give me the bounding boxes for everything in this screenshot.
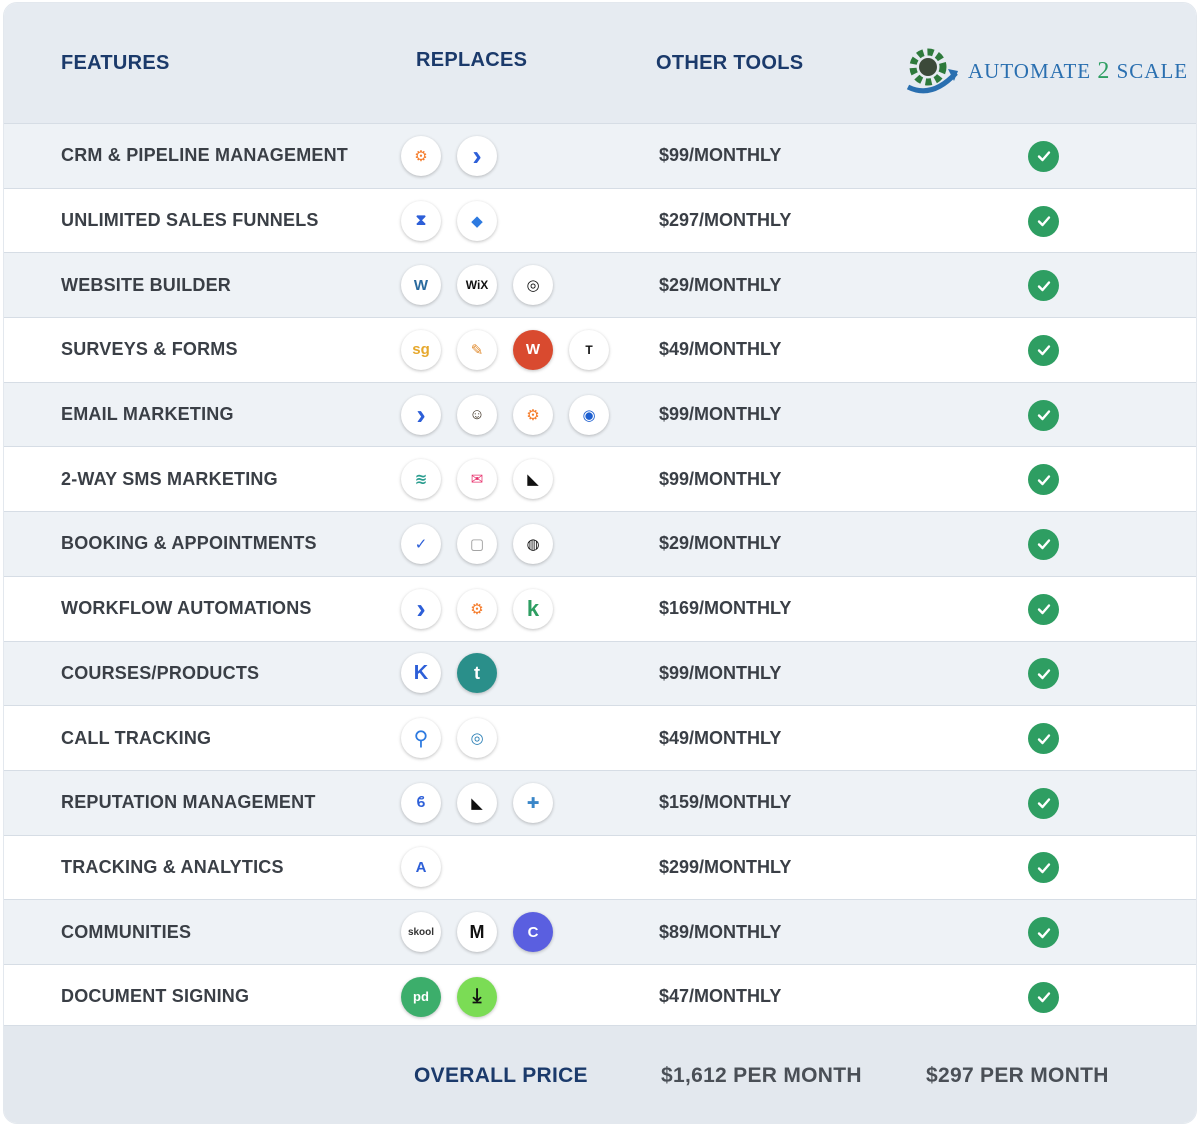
feature-name: EMAIL MARKETING: [61, 404, 234, 425]
replaced-tool-icons: [401, 447, 553, 511]
wufoo-icon: W: [513, 330, 553, 370]
included-check-icon: [1028, 917, 1059, 948]
other-tools-price: $159/MONTHLY: [659, 792, 792, 813]
column-header-features: FEATURES: [61, 51, 170, 74]
included-check-icon: [1028, 141, 1059, 172]
hubspot-icon: ⚙: [457, 589, 497, 629]
calendly-icon: ✓: [401, 524, 441, 564]
other-tools-price: $99/MONTHLY: [659, 404, 782, 425]
feature-name: UNLIMITED SALES FUNNELS: [61, 210, 319, 231]
feature-rows: [4, 123, 1196, 1029]
other-tools-price: $99/MONTHLY: [659, 468, 782, 489]
replaced-tool-icons: [401, 124, 497, 188]
callrail-icon: ⚲: [401, 718, 441, 758]
replaced-tool-icons: [401, 383, 609, 447]
other-tools-price: $297/MONTHLY: [659, 210, 792, 231]
podium-icon: ◣: [457, 783, 497, 823]
pricing-comparison-table: [3, 2, 1197, 1124]
table-row: [4, 446, 1196, 511]
feature-name: WEBSITE BUILDER: [61, 274, 232, 295]
automate2scale-total: $297 PER MONTH: [926, 1063, 1109, 1087]
feature-name: REPUTATION MANAGEMENT: [61, 792, 316, 813]
replaced-tool-icons: [401, 900, 553, 964]
constant-contact-icon: ◉: [569, 395, 609, 435]
table-header: [4, 3, 1196, 123]
included-check-icon: [1028, 400, 1059, 431]
surveygizmo-icon: sg: [401, 330, 441, 370]
table-row: [4, 964, 1196, 1029]
pandadoc-icon: pd: [401, 977, 441, 1017]
teachable-icon: t: [457, 653, 497, 693]
other-tools-price: $89/MONTHLY: [659, 921, 782, 942]
included-check-icon: [1028, 982, 1059, 1013]
clickfunnels-icon: ⧗: [401, 201, 441, 241]
kajabi-icon: K: [401, 653, 441, 693]
included-check-icon: [1028, 658, 1059, 689]
column-header-replaces: REPLACES: [416, 48, 528, 71]
podium-icon: ◣: [513, 459, 553, 499]
table-row: [4, 835, 1196, 900]
other-tools-price: $29/MONTHLY: [659, 274, 782, 295]
typeform-icon: T: [569, 330, 609, 370]
replaced-tool-icons: [401, 512, 553, 576]
feature-name: DOCUMENT SIGNING: [61, 986, 250, 1007]
envelope-icon: ✉: [457, 459, 497, 499]
other-tools-price: $49/MONTHLY: [659, 727, 782, 748]
hubspot-icon: ⚙: [513, 395, 553, 435]
hubspot-icon: ⚙: [401, 136, 441, 176]
wave-icon: ≋: [401, 459, 441, 499]
wordpress-icon: W: [401, 265, 441, 305]
feature-name: COURSES/PRODUCTS: [61, 662, 260, 683]
download-icon: ⤓: [457, 977, 497, 1017]
activecampaign-icon: ›: [401, 395, 441, 435]
feature-name: COMMUNITIES: [61, 921, 192, 942]
gear-logo-icon: [904, 43, 960, 99]
feature-name: BOOKING & APPOINTMENTS: [61, 533, 317, 554]
feature-name: SURVEYS & FORMS: [61, 339, 238, 360]
replaced-tool-icons: [401, 965, 497, 1029]
keap-icon: k: [513, 589, 553, 629]
included-check-icon: [1028, 270, 1059, 301]
table-row: [4, 511, 1196, 576]
brand-name: AUTOMATE 2 SCALE: [968, 57, 1189, 84]
other-tools-price: $169/MONTHLY: [659, 598, 792, 619]
layers-icon: ◆: [457, 201, 497, 241]
callfire-icon: ◎: [457, 718, 497, 758]
included-check-icon: [1028, 206, 1059, 237]
replaced-tool-icons: [401, 189, 497, 253]
analytics-icon: A: [401, 847, 441, 887]
other-tools-price: $99/MONTHLY: [659, 662, 782, 683]
jotform-icon: ✎: [457, 330, 497, 370]
included-check-icon: [1028, 335, 1059, 366]
replaced-tool-icons: [401, 318, 609, 382]
included-check-icon: [1028, 594, 1059, 625]
table-row: [4, 317, 1196, 382]
table-row: [4, 382, 1196, 447]
feature-name: CRM & PIPELINE MANAGEMENT: [61, 145, 349, 166]
other-tools-price: $299/MONTHLY: [659, 856, 792, 877]
overall-price-label: OVERALL PRICE: [414, 1063, 588, 1087]
feature-name: WORKFLOW AUTOMATIONS: [61, 598, 312, 619]
replaced-tool-icons: [401, 836, 441, 900]
table-footer: [4, 1025, 1196, 1124]
other-tools-price: $49/MONTHLY: [659, 339, 782, 360]
table-row: [4, 252, 1196, 317]
skool-icon: skool: [401, 912, 441, 952]
activecampaign-icon: ›: [401, 589, 441, 629]
feature-name: CALL TRACKING: [61, 727, 212, 748]
replaced-tool-icons: [401, 642, 497, 706]
column-header-other-tools: OTHER TOOLS: [656, 51, 804, 74]
table-row: [4, 576, 1196, 641]
circle-icon: C: [513, 912, 553, 952]
mighty-networks-icon: M: [457, 912, 497, 952]
table-row: [4, 641, 1196, 706]
included-check-icon: [1028, 788, 1059, 819]
automate2scale-logo: [904, 43, 1188, 99]
table-row: [4, 899, 1196, 964]
birdeye-icon: ϐ: [401, 783, 441, 823]
table-row: [4, 188, 1196, 253]
squarespace-icon: ◎: [513, 265, 553, 305]
other-tools-price: $99/MONTHLY: [659, 145, 782, 166]
table-row: [4, 123, 1196, 188]
wix-icon: WiX: [457, 265, 497, 305]
table-row: [4, 770, 1196, 835]
replaced-tool-icons: [401, 577, 553, 641]
other-tools-total: $1,612 PER MONTH: [661, 1063, 862, 1087]
table-row: [4, 705, 1196, 770]
reputation-icon: ✚: [513, 783, 553, 823]
replaced-tool-icons: [401, 253, 553, 317]
calendar-icon: ▢: [457, 524, 497, 564]
mailchimp-icon: ☺: [457, 395, 497, 435]
acuity-icon: ◍: [513, 524, 553, 564]
included-check-icon: [1028, 529, 1059, 560]
activecampaign-icon: ›: [457, 136, 497, 176]
other-tools-price: $47/MONTHLY: [659, 986, 782, 1007]
included-check-icon: [1028, 852, 1059, 883]
feature-name: TRACKING & ANALYTICS: [61, 856, 284, 877]
included-check-icon: [1028, 464, 1059, 495]
other-tools-price: $29/MONTHLY: [659, 533, 782, 554]
replaced-tool-icons: [401, 771, 553, 835]
replaced-tool-icons: [401, 706, 497, 770]
feature-name: 2-WAY SMS MARKETING: [61, 468, 278, 489]
included-check-icon: [1028, 723, 1059, 754]
